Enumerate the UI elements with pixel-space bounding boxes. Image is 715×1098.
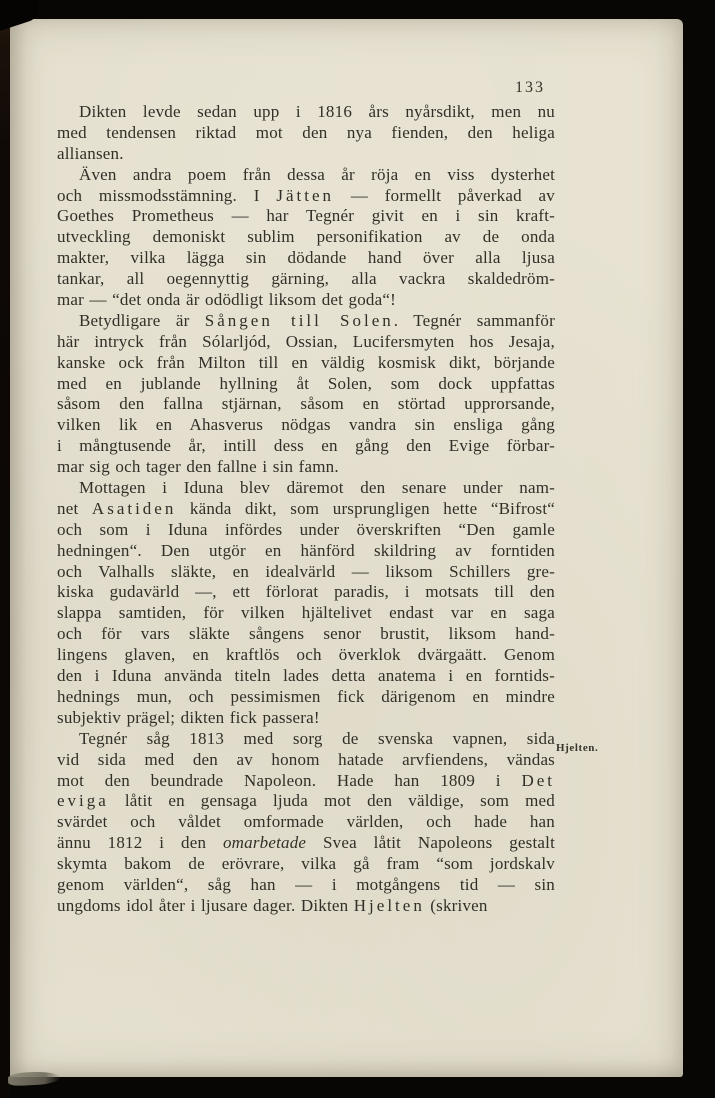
text-run: makter, vilka lägga sin dödande hand över alla ljusa [57, 248, 555, 268]
letterspaced-text: Jätten [276, 185, 334, 205]
book-page [10, 19, 683, 1077]
italic-text: omarbetade [222, 833, 307, 853]
text-run: net [57, 498, 92, 518]
text-line [57, 645, 555, 666]
text-run: vilken lik en Ahasverus nödgas vandra sin ensliga gång [57, 415, 555, 435]
letterspaced-text: Hjelten [353, 895, 425, 915]
text-run: Mottagen i Iduna blev däremot den senare under nam- [79, 478, 555, 498]
text-line [57, 478, 555, 499]
text-line [57, 457, 555, 478]
text-run: Betydligare är [79, 310, 205, 330]
text-line [57, 290, 555, 311]
text-line [57, 750, 555, 771]
letterspaced-text: Asatiden [91, 498, 177, 518]
text-run: Tegnér såg 1813 med sorg de svenska vapnen, sida [79, 728, 555, 748]
text-run: den i Iduna använda titeln lades detta anatema i en forntids- [57, 666, 555, 686]
text-run: mar sig och tager den fallne i sin famn. [57, 457, 339, 477]
text-run: tankar, all oegennyttig gärning, alla vackra skaldedröm- [57, 269, 555, 289]
text-run: kända dikt, som ursprungligen hette “Bifrost“ [176, 498, 556, 518]
text-line [57, 771, 555, 792]
text-line [57, 227, 555, 248]
text-run: ännu 1812 i den [57, 833, 223, 853]
text-line [57, 206, 555, 227]
text-line [57, 624, 555, 645]
text-run: Även andra poem från dessa år röja en viss dysterhet [79, 164, 555, 184]
text-line [57, 394, 555, 415]
text-run: alliansen. [57, 143, 124, 163]
text-run: och som i Iduna infördes under överskriften “Den gamle [57, 519, 555, 539]
page-corner-curl [8, 1071, 61, 1087]
text-line [57, 666, 555, 687]
text-line [57, 708, 555, 729]
text-run: i mångtusende år, intill dess en gång den Evige förbar- [57, 436, 555, 456]
text-run: här intryck från Sólarljód, Ossian, Lucifersmyten hos Jesaja, [57, 331, 555, 351]
text-line [57, 687, 555, 708]
text-run: (skriven [424, 895, 488, 915]
text-run: Svea låtit Napoleons gestalt [306, 833, 555, 853]
letterspaced-text: Det [521, 770, 555, 790]
text-run: hednings mun, och pessimismen fick därigenom en mindre [57, 686, 555, 706]
body-text [57, 102, 555, 917]
text-line [57, 123, 555, 144]
text-line [57, 144, 555, 165]
text-run: . Tegnér sammanför [393, 310, 555, 330]
text-run: Goethes Prometheus — har Tegnér givit en i sin kraft- [57, 206, 555, 226]
text-line [57, 374, 555, 395]
text-run: mar — “det onda är odödligt liksom det goda“! [57, 290, 396, 310]
text-run: skymta bakom de erövrare, vilka gå fram “som jordskalv [57, 854, 555, 874]
text-run: vid sida med den av honom hatade arvfiendens, vändas [57, 749, 555, 769]
text-line [57, 332, 555, 353]
text-run: kiska gudavärld —, ett förlorat paradis, i motsats till den [57, 582, 555, 602]
text-run: svärdet och våldet omformade världen, och hade han [57, 812, 555, 832]
letterspaced-text: eviga [57, 791, 109, 811]
text-run: utveckling demoniskt sublim personifikation av de onda [57, 227, 555, 247]
margin-note: Hjelten. [556, 742, 599, 754]
text-line [57, 436, 555, 457]
text-line [57, 520, 555, 541]
text-line [57, 791, 555, 812]
text-run: och Valhalls släkte, en idealvärld — liksom Schillers gre- [57, 561, 555, 581]
text-line [57, 269, 555, 290]
text-line [57, 248, 555, 269]
text-line [57, 603, 555, 624]
text-line [57, 353, 555, 374]
text-line [57, 729, 555, 750]
text-line [57, 102, 555, 123]
text-line [57, 165, 555, 186]
text-run: slappa samtiden, för vilken hjältelivet endast var en saga [57, 603, 555, 623]
text-run: subjektiv prägel; dikten fick passera! [57, 707, 320, 727]
text-line [57, 562, 555, 583]
text-run: mot den beundrade Napoleon. Hade han 1809 i [57, 770, 522, 790]
text-run: och för vars släkte sångens senor brustit, liksom hand- [57, 624, 555, 644]
text-run: genom världen“, såg han — i motgångens tid — sin [57, 874, 555, 894]
text-run: låtit en gensaga ljuda mot den väldige, som med [108, 791, 555, 811]
text-run: Dikten levde sedan upp i 1816 års nyårsdikt, men nu [79, 102, 555, 121]
text-line [57, 499, 555, 520]
text-line [57, 854, 555, 875]
text-run: med en jublande hyllning åt Solen, som dock uppfattas [57, 373, 555, 393]
text-line [57, 812, 555, 833]
text-run: ungdoms idol åter i ljusare dager. Dikten [57, 895, 354, 915]
text-line [57, 582, 555, 603]
text-line [57, 833, 555, 854]
text-line [57, 311, 555, 332]
text-run: lingens glaven, en kraftlös och överklok dvärgaätt. Genom [57, 645, 555, 665]
text-run: hedningen“. Den utgör en hänförd skildring av forntiden [57, 540, 555, 560]
text-line [57, 541, 555, 562]
text-line [57, 875, 555, 896]
page-number: 133 [515, 79, 545, 96]
text-run: och missmodsstämning. I [57, 185, 277, 205]
text-line [57, 415, 555, 436]
text-run: — formellt påverkad av [334, 185, 556, 205]
text-run: med tendensen riktad mot den nya fienden, den heliga [57, 122, 555, 142]
text-line [57, 186, 555, 207]
letterspaced-text: Sången till Solen [204, 310, 394, 330]
text-run: såsom den fallna stjärnan, såsom en störtad upprorsande, [57, 394, 555, 414]
text-line [57, 896, 555, 917]
text-run: kanske ock från Milton till en väldig kosmisk dikt, börjande [57, 352, 555, 372]
